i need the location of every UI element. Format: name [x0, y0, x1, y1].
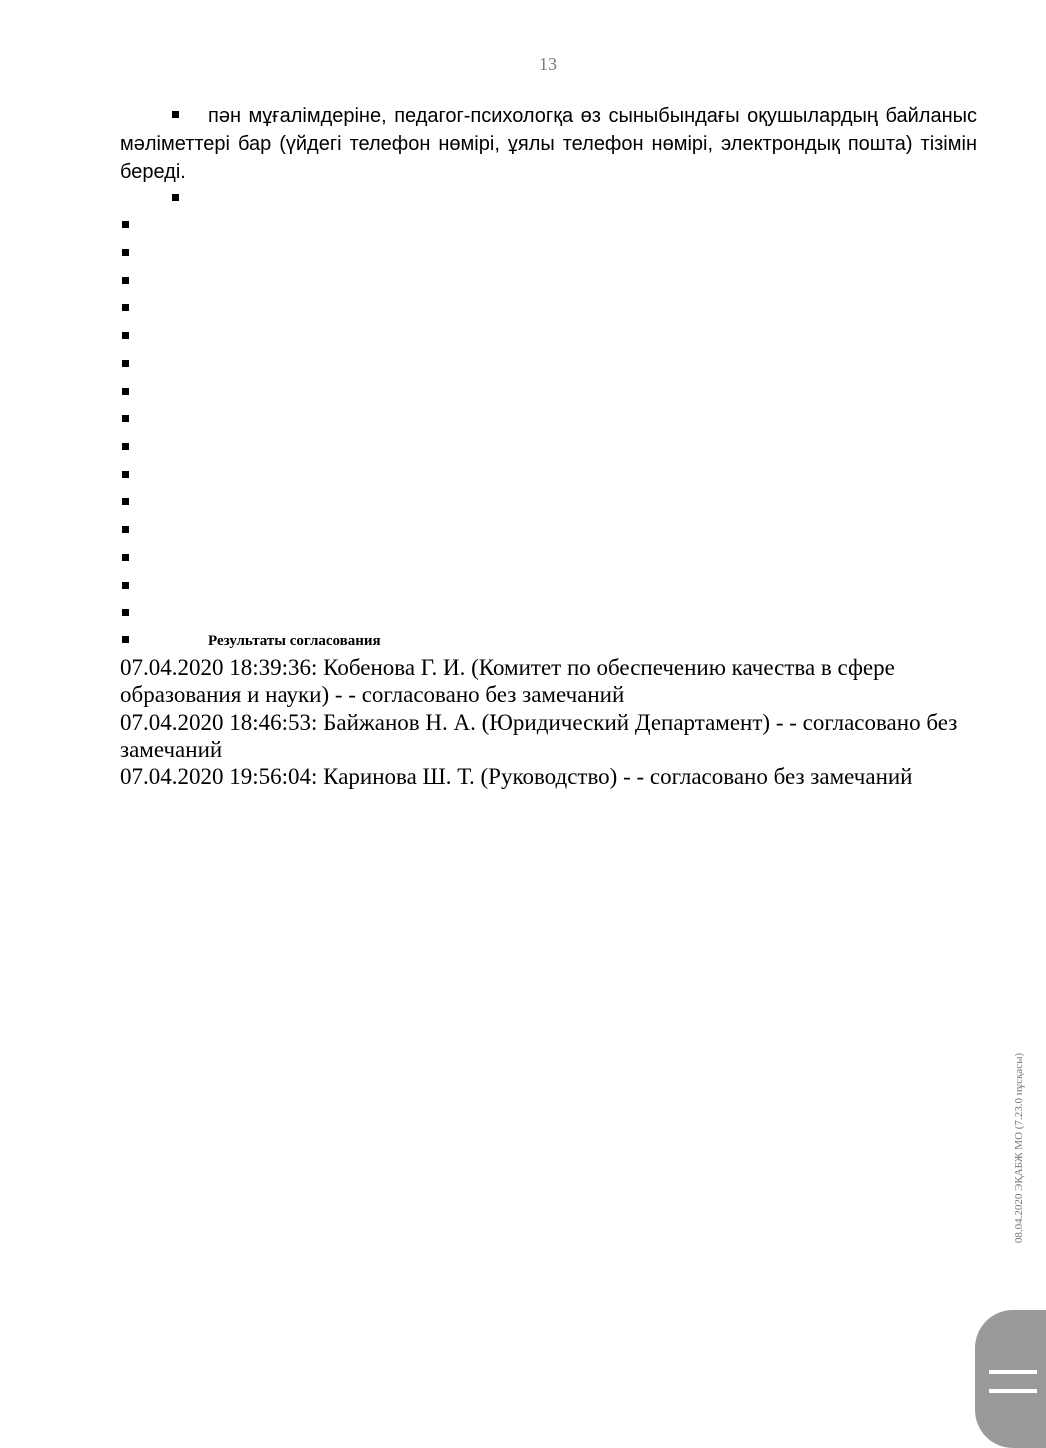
bullet-marker — [122, 360, 129, 367]
bullet-marker — [122, 277, 129, 284]
bullet-marker — [122, 554, 129, 561]
bullet-marker — [122, 636, 129, 643]
bullet-marker — [122, 582, 129, 589]
bullet-marker — [122, 304, 129, 311]
approval-entry: 07.04.2020 18:46:53: Байжанов Н. А. (Юридический Департамент) - - согласовано без замечаний — [120, 709, 958, 762]
bullet-marker — [122, 221, 129, 228]
bullet-marker — [122, 471, 129, 478]
bullet-marker — [122, 443, 129, 450]
approval-heading: Результаты согласования — [208, 633, 381, 649]
bullet-marker — [172, 194, 179, 201]
approval-entry: 07.04.2020 18:39:36: Кобенова Г. И. (Комитет по обеспечению качества в сфере образования и науки) - - согласовано без замечаний — [120, 655, 895, 708]
page-number: 13 — [539, 54, 557, 74]
bullet-marker — [122, 526, 129, 533]
bullet-marker — [122, 415, 129, 422]
side-stamp: 08.04.2020 ЭҚАБЖ МО (7.23.0 нұсқасы) — [1013, 1052, 1025, 1244]
menu-button[interactable] — [975, 1310, 1046, 1448]
approval-list — [120, 654, 980, 790]
bullet-marker — [122, 609, 129, 616]
intro-paragraph: пән мұғалімдеріне, педагог-психологқа өз сыныбындағы оқушылардың байланыс мәліметтері бар (үйдегі телефон нөмірі, ұялы телефон нөмірі, электрондық пошта) тізімін береді. — [120, 105, 977, 183]
approval-entry: 07.04.2020 19:56:04: Каринова Ш. Т. (Руководство) - - согласовано без замечаний — [120, 764, 913, 790]
bullet-marker — [122, 249, 129, 256]
bullet-marker — [122, 332, 129, 339]
bullet-marker — [122, 388, 129, 395]
bullet-marker — [122, 498, 129, 505]
